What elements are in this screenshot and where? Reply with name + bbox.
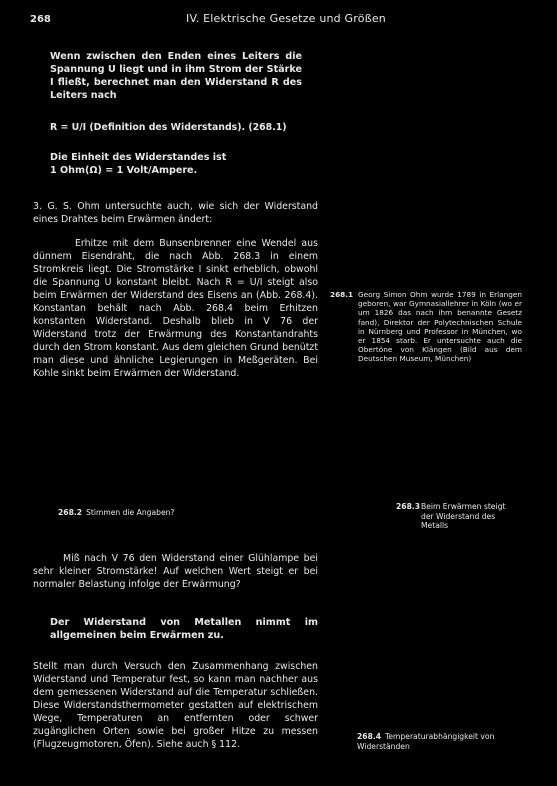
section-3-intro: 3. G. S. Ohm untersuchte auch, wie sich der Widerstand eines Drahtes beim Erwärmen ändert:	[33, 201, 318, 225]
figure-number: 268.2	[58, 508, 83, 517]
margin-note-figure-number: 268.1	[330, 290, 354, 299]
page-number: 268	[30, 14, 51, 25]
caption-text: Temperaturabhängigkeit von Widerständen	[357, 732, 495, 751]
definition-formula: R = U/I (Definition des Widerstands). (268.1)	[50, 122, 287, 133]
definition-intro: Wenn zwischen den Enden eines Leiters die Spannung U liegt und in ihm Strom der Stärke I fließt, berechnet man den Widerstand R des Leiters nach	[50, 51, 302, 101]
unit-line-2: 1 Ohm(Ω) = 1 Volt/Ampere.	[50, 165, 198, 176]
margin-note-text: Georg Simon Ohm wurde 1789 in Erlangen geboren, war Gymnasiallehrer in Köln (wo er um 1826 das nach ihm benannte Gesetz fand), Direktor der Polytechnischen Schule in Nürnberg und Professor in München, wo er 1854 starb. Er untersuchte auch die Obertöne von Klängen (Bild aus dem Deutschen Museum, München)	[358, 290, 522, 364]
figure-268-2-caption	[58, 508, 258, 518]
figure-268-3-number: 268.3	[396, 502, 421, 511]
figure-268-4-caption	[357, 732, 527, 751]
section-3-experiment: Erhitze mit dem Bunsenbrenner eine Wendel aus dünnem Eisendraht, die nach Abb. 268.3 in einem Stromkreis liegt. Die Stromstärke I sinkt erheblich, obwohl die Spannung U konstant bleibt. Nach R = U/I steigt also beim Erwärmen der Widerstand des Eisens an (Abb. 268.4). Konstantan behält nach Abb. 268.4 beim Erhitzen konstanten Widerstand. Deshalb blieb in V 76 der Widerstand trotz der Erwärmung des Konstantandrahts durch den Strom konstant. Aus dem gleichen Grund benützt man diese und ähnliche Legierungen in Meßgeräten. Bei Kohle sinkt beim Erwärmen der Widerstand.	[33, 238, 318, 379]
caption-text: Stimmen die Angaben?	[86, 508, 175, 517]
question-text: Miß nach V 76 den Widerstand einer Glühlampe bei sehr kleiner Stromstärke! Auf welchen Wert steigt er bei normaler Belastung infolge der Erwärmung?	[33, 553, 318, 590]
figure-number: 268.4	[357, 732, 382, 741]
rule-statement: Der Widerstand von Metallen nimmt im allgemeinen beim Erwärmen zu.	[50, 617, 318, 641]
closing-paragraph: Stellt man durch Versuch den Zusammenhang zwischen Widerstand und Temperatur fest, so kann man nachher aus dem gemessenen Widerstand auf die Temperatur schließen. Diese Widerstandsthermometer gestatten auf elektrischem Wege, Temperaturen an entfernten oder schwer zugänglichen Orten sowie bei großer Hitze zu messen (Flugzeugmotoren, Öfen). Siehe auch § 112.	[33, 661, 318, 750]
chapter-title: IV. Elektrische Gesetze und Größen	[186, 12, 386, 25]
unit-line-1: Die Einheit des Widerstandes ist	[50, 152, 227, 163]
figure-268-3-caption: Beim Erwärmen steigt der Widerstand des Metalls	[421, 502, 506, 530]
